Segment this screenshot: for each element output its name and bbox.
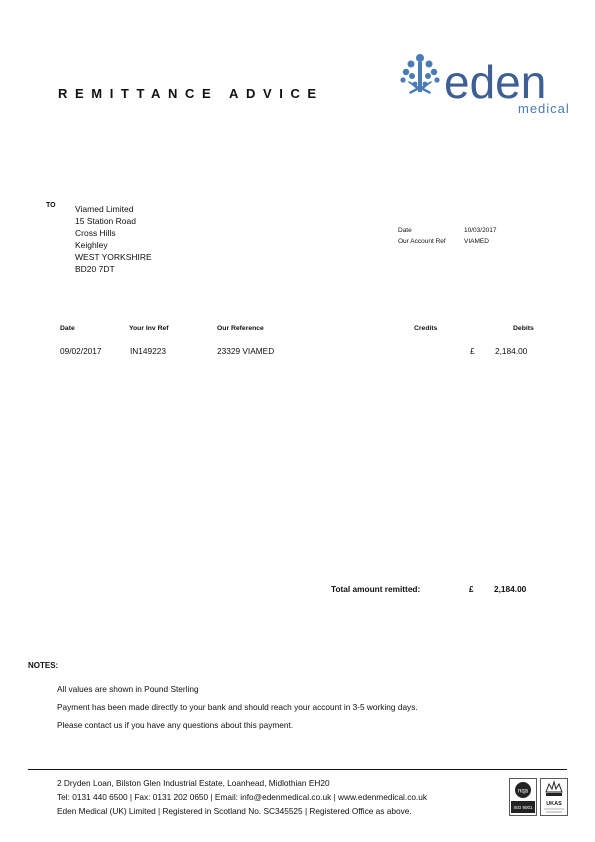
total-amount: 2,184.00: [494, 584, 527, 594]
account-ref-value: VIAMED: [464, 238, 489, 245]
footer-registration: Eden Medical (UK) Limited | Registered in Scotland No. SC345525 | Registered Office as above.: [57, 806, 412, 816]
recipient-address: [75, 203, 152, 276]
notes-title: NOTES:: [28, 661, 59, 670]
col-header-debits: Debits: [513, 325, 534, 332]
total-label: Total amount remitted:: [331, 584, 421, 594]
logo-subtitle: medical: [518, 101, 570, 116]
address-line: 15 Station Road: [75, 216, 136, 227]
row-our-ref: 23329 VIAMED: [217, 346, 275, 356]
footer-address: 2 Dryden Loan, Bilston Glen Industrial Estate, Loanhead, Midlothian EH20: [57, 778, 330, 788]
cert2-label: UKAS: [546, 801, 562, 807]
cert1-label: ISO 9001: [513, 805, 533, 810]
address-line: Cross Hills: [75, 228, 116, 239]
col-header-our-ref: Our Reference: [217, 325, 264, 332]
row-date: 09/02/2017: [60, 346, 102, 356]
date-value: 10/03/2017: [464, 227, 497, 234]
col-header-credits: Credits: [414, 325, 438, 332]
date-label: Date: [398, 227, 412, 234]
document-title: REMITTANCE ADVICE: [58, 86, 324, 101]
svg-text:nqa: nqa: [517, 788, 529, 795]
certification-mark-icon: [509, 778, 537, 816]
address-line: WEST YORKSHIRE: [75, 252, 152, 263]
row-currency: £: [470, 346, 475, 356]
total-currency: £: [469, 584, 474, 594]
address-line: Viamed Limited: [75, 204, 134, 214]
logo-wordmark: eden: [444, 56, 547, 108]
address-line: Keighley: [75, 240, 108, 251]
row-inv-ref: IN149223: [130, 346, 166, 356]
address-line: BD20 7DT: [75, 264, 115, 275]
account-ref-label: Our Account Ref: [398, 238, 446, 245]
note-item: All values are shown in Pound Sterling: [57, 684, 199, 694]
footer-contact: Tel: 0131 440 6500 | Fax: 0131 202 0650 | Email: info@edenmedical.co.uk | www.edenmedical.co.uk: [57, 792, 428, 802]
tree-icon: [400, 54, 439, 94]
company-logo: [400, 52, 572, 116]
row-amount: 2,184.00: [495, 346, 528, 356]
to-label: TO: [46, 202, 56, 209]
col-header-date: Date: [60, 325, 75, 332]
note-item: Please contact us if you have any questions about this payment.: [57, 720, 294, 730]
footer-divider: [28, 769, 567, 770]
col-header-inv-ref: Your Inv Ref: [129, 325, 169, 332]
ukas-crown-icon: [540, 778, 568, 816]
note-item: Payment has been made directly to your bank and should reach your account in 3-5 working days.: [57, 702, 418, 712]
